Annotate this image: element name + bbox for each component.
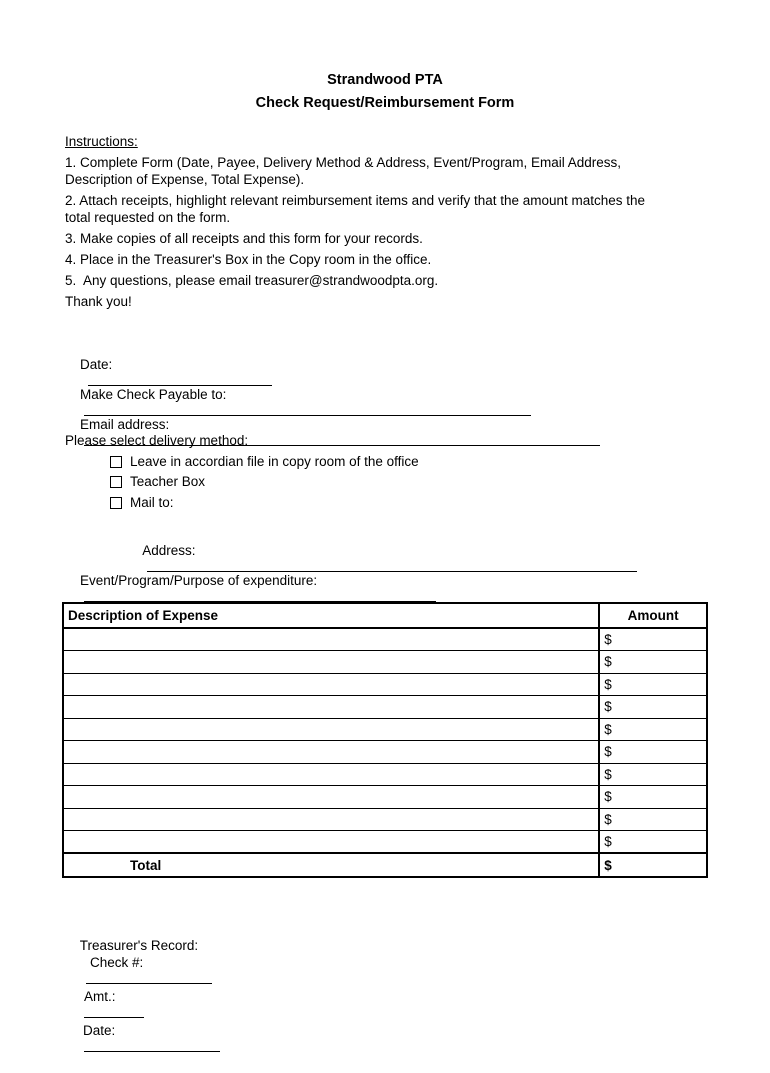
event-label: Event/Program/Purpose of expenditure: [80,573,318,588]
table-row [63,651,707,674]
option-label: Leave in accordian file in copy room of the office [130,454,419,469]
treasurer-date-field[interactable] [84,1039,220,1052]
description-cell[interactable] [63,718,599,741]
thank-you: Thank you! [65,294,132,309]
table-row [63,696,707,719]
amount-cell[interactable]: $ [599,741,707,764]
amount-cell[interactable]: $ [599,651,707,674]
amount-cell[interactable]: $ [599,763,707,786]
amount-label: Amt.: [84,989,116,1004]
check-number-field[interactable] [86,971,212,984]
treasurer-record-label: Treasurer's Record: [79,938,199,953]
delivery-option-teacher-box[interactable] [110,474,205,489]
check-number-label: Check #: [90,955,144,970]
amount-cell[interactable]: $ [599,673,707,696]
date-label: Date: [80,357,113,372]
table-row [63,808,707,831]
table-row [63,831,707,854]
delivery-option-mail[interactable] [110,495,174,510]
table-row [63,763,707,786]
table-row [63,673,707,696]
checkbox[interactable] [110,497,122,509]
description-cell[interactable] [63,808,599,831]
instruction-line: total requested on the form. [65,210,231,225]
event-field[interactable] [84,589,436,602]
amount-cell[interactable]: $ [599,718,707,741]
amount-cell[interactable]: $ [599,628,707,651]
instructions-heading: Instructions: [65,134,138,149]
org-name: Strandwood PTA [327,72,443,88]
delivery-label: Please select delivery method: [65,433,249,448]
amount-field[interactable] [84,1005,144,1018]
table-row [63,628,707,651]
instruction-line: Description of Expense, Total Expense). [65,172,305,187]
description-cell[interactable] [63,628,599,651]
treasurer-date-label: Date: [83,1023,116,1038]
description-cell[interactable] [63,741,599,764]
description-cell[interactable] [63,831,599,854]
amount-cell[interactable]: $ [599,808,707,831]
table-row [63,718,707,741]
checkbox[interactable] [110,456,122,468]
option-label: Teacher Box [130,474,206,489]
description-cell[interactable] [63,651,599,674]
expense-table [62,602,708,878]
option-label: Mail to: [130,495,174,510]
total-label: Total [63,853,599,877]
instruction-line: 5. Any questions, please email treasurer@strandwoodpta.org. [65,273,439,288]
instruction-line: 2. Attach receipts, highlight relevant reimbursement items and verify that the amount matches the [65,193,646,208]
email-label: Email address: [80,417,170,432]
instruction-line: 4. Place in the Treasurer's Box in the Copy room in the office. [65,252,432,267]
checkbox[interactable] [110,476,122,488]
table-header-row [63,603,707,628]
treasurer-record-row [65,920,220,1073]
total-amount-cell[interactable]: $ [599,853,707,877]
description-cell[interactable] [63,786,599,809]
address-label: Address: [142,543,196,558]
amount-cell[interactable]: $ [599,786,707,809]
total-row [63,853,707,877]
description-header: Description of Expense [63,603,599,628]
description-cell[interactable] [63,763,599,786]
amount-cell[interactable]: $ [599,831,707,854]
instruction-line: 1. Complete Form (Date, Payee, Delivery Method & Address, Event/Program, Email Address, [65,155,621,170]
table-row [63,786,707,809]
amount-header: Amount [599,603,707,628]
table-row [63,741,707,764]
amount-cell[interactable]: $ [599,696,707,719]
description-cell[interactable] [63,673,599,696]
payee-label: Make Check Payable to: [80,387,227,402]
instruction-line: 3. Make copies of all receipts and this form for your records. [65,231,423,246]
form-title: Check Request/Reimbursement Form [255,95,515,111]
description-cell[interactable] [63,696,599,719]
delivery-option-accordian[interactable] [110,454,419,469]
